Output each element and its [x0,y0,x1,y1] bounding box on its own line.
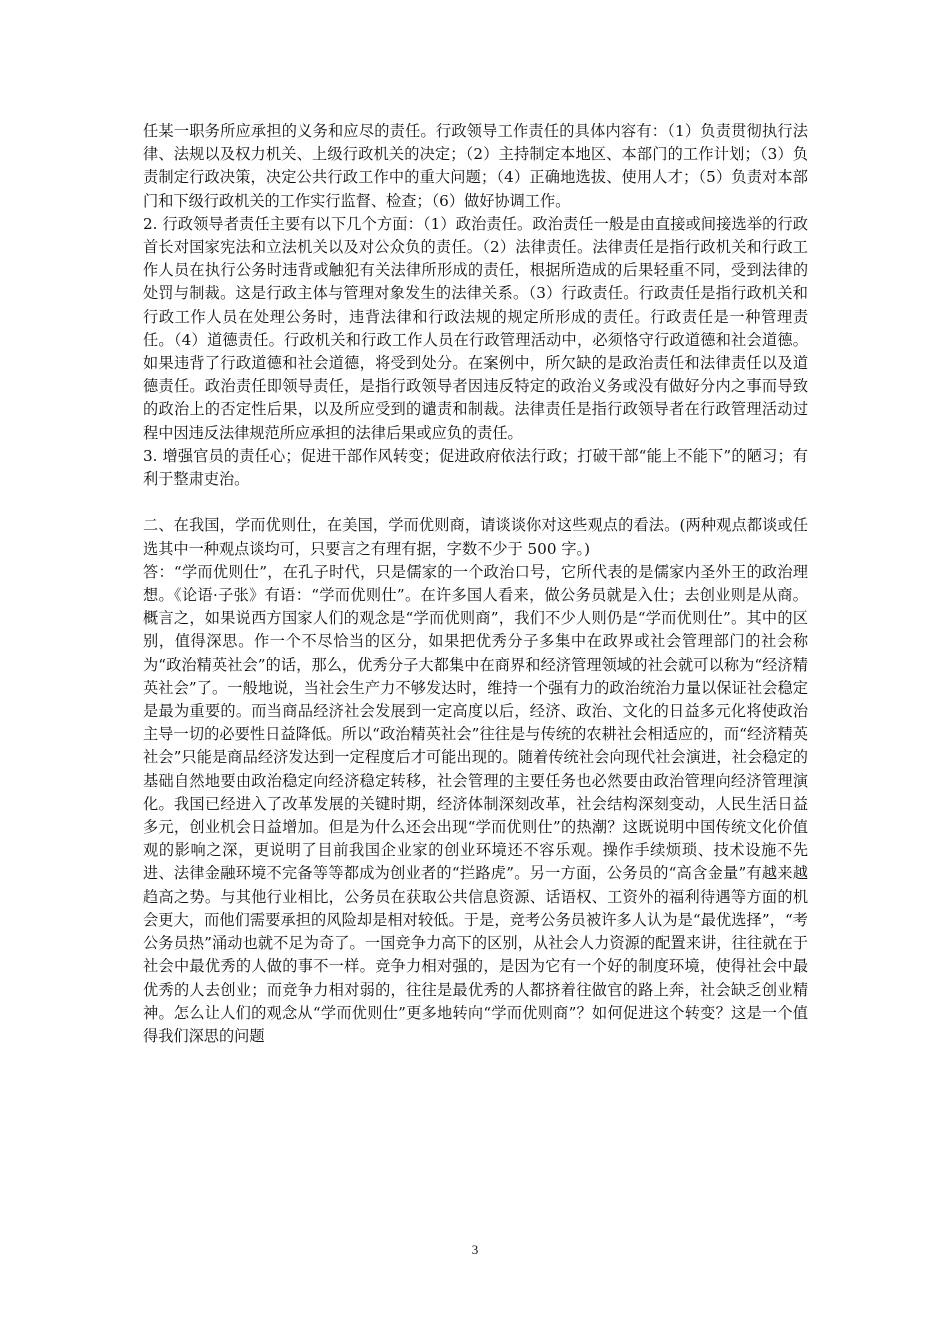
answer-paragraph: 答：“学而优则仕”，在孔子时代，只是儒家的一个政治口号，它所代表的是儒家内圣外王的政治理想。《论语·子张》有语：“学而优则仕”。在许多国人看来，做公务员就是入仕；去创业则是从商。概言之，如果说西方国家人们的观念是“学而优则商”，我们不少人则仍是“学而优则仕”。其中的区别，值得深思。作一个不尽恰当的区分，如果把优秀分子多集中在政界或社会管理部门的社会称为“政治精英社会”的话，那么，优秀分子大都集中在商界和经济管理领域的社会就可以称为“经济精英社会”了。一般地说，当社会生产力不够发达时，维持一个强有力的政治统治力量以保证社会稳定是最为重要的。而当商品经济社会发展到一定高度以后，经济、政治、文化的日益多元化将使政治主导一切的必要性日益降低。所以“政治精英社会”往往是与传统的农耕社会相适应的，而“经济精英社会”只能是商品经济发达到一定程度后才可能出现的。随着传统社会向现代社会演进，社会稳定的基础自然地要由政治稳定向经济稳定转移，社会管理的主要任务也必然要由政治管理向经济管理演化。我国已经进入了改革发展的关键时期，经济体制深刻改革，社会结构深刻变动，人民生活日益多元，创业机会日益增加。但是为什么还会出现“学而优则仕”的热潮？这既说明中国传统文化价值观的影响之深，更说明了目前我国企业家的创业环境还不容乐观。操作手续烦琐、技术设施不先进、法律金融环境不完备等等都成为创业者的“拦路虎”。另一方面，公务员的“高含金量”有越来越趋高之势。与其他行业相比，公务员在获取公共信息资源、话语权、工资外的福利待遇等方面的机会更大，而他们需要承担的风险却是相对较低。于是，竞考公务员被许多人认为是“最优选择”，“考公务员热”涌动也就不足为奇了。一国竞争力高下的区别，从社会人力资源的配置来讲，往往就在于社会中最优秀的人做的事不一样。竞争力相对强的，是因为它有一个好的制度环境，使得社会中最优秀的人去创业；而竞争力相对弱的，往往是最优秀的人都挤着往做官的路上奔，社会缺乏创业精神。怎么让人们的观念从“学而优则仕”更多地转向“学而优则商”？如何促进这个转变？这是一个值得我们深思的问题 [143,562,808,1045]
page-number: 3 [471,1242,479,1257]
paragraph-responsibility-types: 2. 行政领导者责任主要有以下几个方面：（1）政治责任。政治责任一般是由直接或间接选举的行政首长对国家宪法和立法机关以及对公众负的责任。（2）法律责任。法律责任是指行政机关和行政工作人员在执行公务时违背或触犯有关法律所形成的责任，根据所造成的后果轻重不同，受到法律的处罚与制裁。这是行政主体与管理对象发生的法律关系。（3）行政责任。行政责任是指行政机关和行政工作人员在处理公务时，违背法律和行政法规的规定所形成的责任。行政责任是一种管理责任。（4）道德责任。行政机关和行政工作人员在行政管理活动中，必须恪守行政道德和社会道德。如果违背了行政道德和社会道德，将受到处分。在案例中，所欠缺的是政治责任和法律责任以及道德责任。政治责任即领导责任，是指行政领导者因违反特定的政治义务或没有做好分内之事而导致的政治上的否定性后果，以及所应受到的谴责和制裁。法律责任是指行政领导者在行政管理活动过程中因违反法律规范所应承担的法律后果或应负的责任。 [143,214,808,442]
paragraph-leader-duties: 任某一职务所应承担的义务和应尽的责任。行政领导工作责任的具体内容有：（1）负责贯彻执行法律、法规以及权力机关、上级行政机关的决定；（2）主持制定本地区、本部门的工作计划；（3）负责制定行政决策，决定公共行政工作中的重大问题；（4）正确地选拔、使用人才；（5）负责对本部门和下级行政机关的工作实行监督、检查；（6）做好协调工作。 [143,122,808,210]
question-heading: 二、在我国，学而优则仕，在美国，学而优则商，请谈谈你对这些观点的看法。(两种观点都谈或任选其中一种观点谈均可，只要言之有理有据，字数不少于 500 字。) [143,516,808,558]
paragraph-significance: 3. 增强官员的责任心；促进干部作风转变；促进政府依法行政；打破干部“能上不能下”的陋习；有利于整肃吏治。 [143,446,808,489]
document-body [143,120,808,1048]
blank-line [143,491,808,514]
